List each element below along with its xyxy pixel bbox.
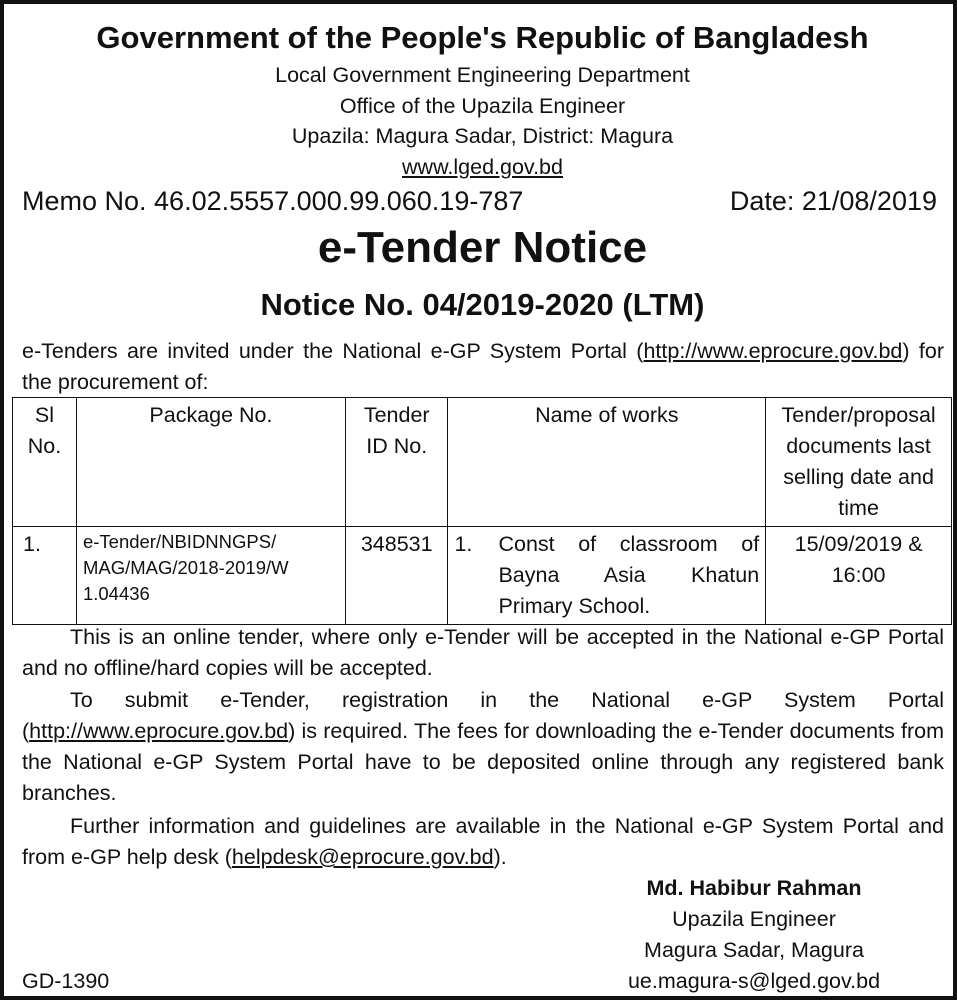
signatory-office: Magura Sadar, Magura [644,938,864,962]
helpdesk-text-start: Further information and guidelines are available in the National e-GP System Portal and from e-GP help desk ( [22,814,944,869]
eprocure-link[interactable]: http://www.eprocure.gov.bd [643,339,903,363]
work-item [454,529,759,622]
signatory-email[interactable]: ue.magura-s@lged.gov.bd [627,969,881,993]
office-name: Office of the Upazila Engineer [339,94,626,118]
intro-text-end: ) for the procurement of: [22,339,944,394]
registration-link[interactable]: http://www.eprocure.gov.bd [29,719,289,743]
department-name: Local Government Engineering Department [275,63,690,87]
helpdesk-email-link[interactable]: helpdesk@eprocure.gov.bd [231,845,494,869]
website-link[interactable]: www.lged.gov.bd [402,155,563,179]
header-selling-date: Tender/proposal documents last selling date and time [766,398,952,527]
work-name: Const of classroom of Bayna Asia Khatun Primary School. [498,532,760,618]
row-package: e-Tender/NBIDNNGPS/ MAG/MAG/2018-2019/W 1.04436 [76,527,345,625]
government-title: Government of the People's Republic of Bangladesh [96,20,869,55]
memo-date: Date: 21/08/2019 [729,186,937,216]
notice-number: Notice No. 04/2019-2020 (LTM) [260,287,705,322]
gd-code: GD-1390 [22,969,110,993]
row-selling-date: 15/09/2019 & 16:00 [766,527,952,625]
row-sl: 1. [13,527,77,625]
row-tender-id: 348531 [345,527,448,625]
signatory-name: Md. Habibur Rahman [646,876,862,900]
signatory-designation: Upazila Engineer [672,907,836,931]
intro-text-start: e-Tenders are invited under the National e-GP System Portal ( [22,339,644,363]
office-location: Upazila: Magura Sadar, District: Magura [291,124,674,148]
registration-text-end: ) is required. The fees for downloading the e-Tender documents from the National e-GP System Portal have to be deposited online through any registered bank branches. [22,719,944,805]
header-package: Package No. [76,398,345,527]
paragraph-registration [22,685,944,809]
row-works [448,527,766,625]
memo-number: Memo No. 46.02.5557.000.99.060.19-787 [22,186,524,216]
registration-text-start: To submit e-Tender, registration in the National e-GP System Portal ( [22,688,944,743]
header-works: Name of works [448,398,766,527]
paragraph-online-tender: This is an online tender, where only e-Tender will be accepted in the National e-GP Portal and no offline/hard copies will be accepted. [22,625,944,680]
intro-paragraph [22,336,944,398]
table-row [13,527,952,625]
work-number: 1. [454,532,473,556]
paragraph-helpdesk [22,811,944,873]
header-tender-id: Tender ID No. [345,398,448,527]
table-header-row [13,398,952,527]
helpdesk-text-end: ). [493,845,507,869]
website-line [4,152,957,182]
notice-title: e-Tender Notice [317,223,648,272]
header-sl: Sl No. [13,398,77,527]
tender-table [12,397,952,625]
